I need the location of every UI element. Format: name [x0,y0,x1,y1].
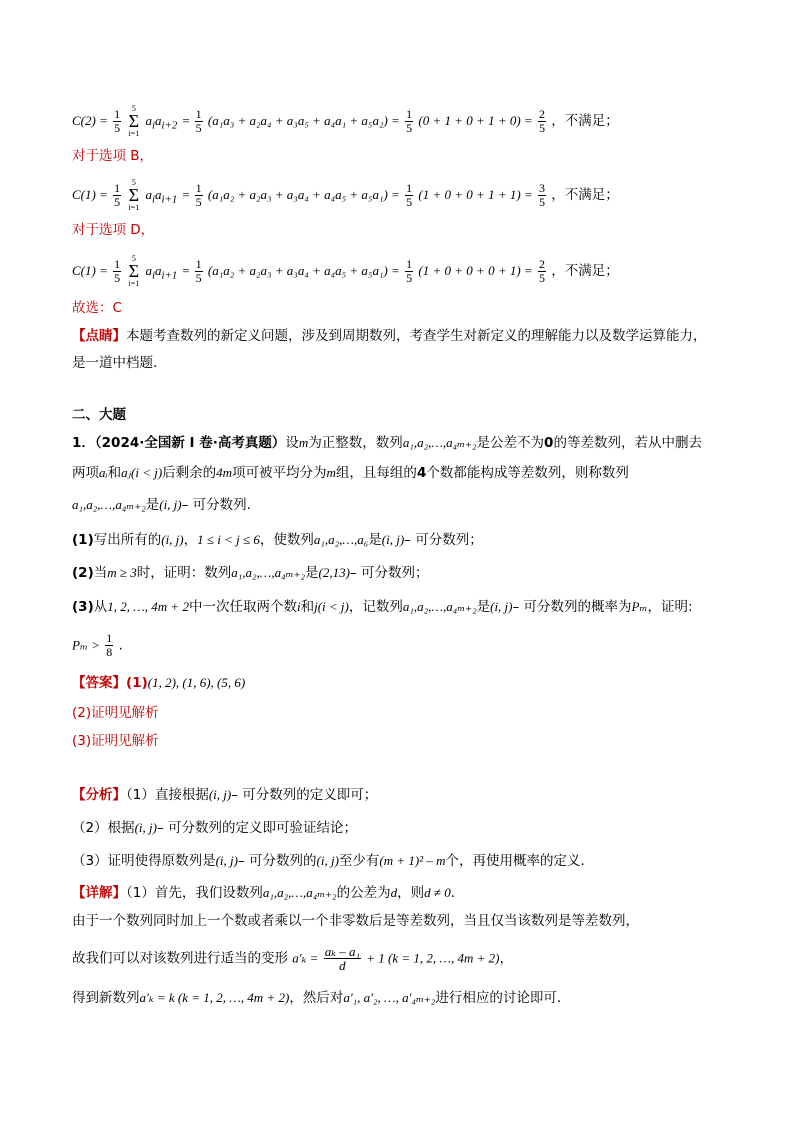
section-title: 二、大题 [72,407,126,423]
question-1: (1)写出所有的(i, j)，1 ≤ i < j ≤ 6，使数列a₁,a₂,…,a₆是(i, j)– 可分数列； [72,532,483,548]
analysis-line-3: （3）证明使得原数列是(i, j)– 可分数列的(i, j)至少有(m + 1)² – m个，再使用概率的定义. [72,853,585,869]
answer-line-2: (2)证明见解析 [72,705,159,721]
formula-c2: C(2) = $\frac{1}{5}$ 5 Σ i=1 $a_ia_{i+2}$ = $\frac{1}{5}$ (a₁a₃ + a₂a₄ + a₃a₅ + a₄a₁ + a₅a₂) = $\frac{1}{5}$ (0 + 1 + 0 + 1 + 0) = $\frac{2}{5}$ ，不满足； [72,104,619,138]
question-3: (3)从1, 2, …, 4m + 2中一次任取两个数i和j(i < j)，记数列a₁,a₂,…,a₄ₘ₊₂是(i, j)– 可分数列的概率为Pₘ，证明: [72,599,693,615]
choice-answer: 故选：C [72,300,122,316]
fraction: $\frac{1}{5}$ [114,106,121,135]
question-2: (2)当m ≥ 3时，证明：数列a₁,a₂,…,a₄ₘ₊₂是(2,13)– 可分数列； [72,565,429,581]
detail-line-1: 【详解】（1）首先，我们设数列a₁,a₂,…,a₄ₘ₊₂的公差为d，则d ≠ 0. [72,885,456,901]
detail-line-4: 得到新数列a′ₖ = k (k = 1, 2, …, 4m + 2)，然后对a′₁, a′₂, …, a′₄ₘ₊₂进行相应的讨论即可. [72,990,562,1006]
comment-line-2: 是一道中档题. [72,355,158,371]
problem-line-1: 1．（2024·全国新 I 卷·高考真题）设m为正整数，数列a₁,a₂,…,a₄ₘ₊₂是公差不为0的等差数列，若从中删去 [72,435,702,451]
option-d-label: 对于选项 D， [72,222,155,238]
analysis-line-1: 【分析】（1）直接根据(i, j)– 可分数列的定义即可； [72,787,378,803]
detail-line-2: 由于一个数列同时加上一个数或者乘以一个非零数后是等差数列，当且仅当该数列是等差数列， [72,913,639,929]
sum-symbol: 5 Σ i=1 [128,104,140,138]
answer-line-3: (3)证明见解析 [72,733,159,749]
problem-line-3: a₁,a₂,…,a₄ₘ₊₂是(i, j)– 可分数列. [72,497,251,513]
analysis-line-2: （2）根据(i, j)– 可分数列的定义即可验证结论； [72,820,358,836]
comment-line-1: 【点睛】本题考查数列的新定义问题，涉及到周期数列，考查学生对新定义的理解能力以及数学运算能力， [72,328,707,344]
formula-c1-d: C(1) = $\frac{1}{5}$ 5 Σ i=1 $a_ia_{i+1}$ = $\frac{1}{5}$ (a₁a₂ + a₂a₃ + a₃a₄ + a₄a₅ + a₅a₁) = $\frac{1}{5}$ (1 + 0 + 0 + 0 + 1) = $\frac{2}{5}$ ，不满足； [72,254,619,288]
option-b-label: 对于选项 B， [72,148,154,164]
question-3-inequality: Pₘ > $\frac{1}{8}$ . [72,631,123,659]
detail-line-3: 故我们可以对该数列进行适当的变形 a′ₖ = $\frac{\text{aₖ – a₁}}{d}$ + 1 (k = 1, 2, …, 4m + 2)， [72,944,513,973]
answer-line-1: 【答案】(1)(1, 2), (1, 6), (5, 6) [72,675,246,691]
problem-line-2: 两项aᵢ和aⱼ(i < j)后剩余的4m项可被平均分为m组，且每组的4个数都能构成等差数列，则称数列 [72,465,629,481]
formula-c1-b: C(1) = $\frac{1}{5}$ 5 Σ i=1 $a_ia_{i+1}$ = $\frac{1}{5}$ (a₁a₂ + a₂a₃ + a₃a₄ + a₄a₅ + a₅a₁) = $\frac{1}{5}$ (1 + 0 + 0 + 1 + 1) = $\frac{3}{5}$ ，不满足； [72,178,619,212]
